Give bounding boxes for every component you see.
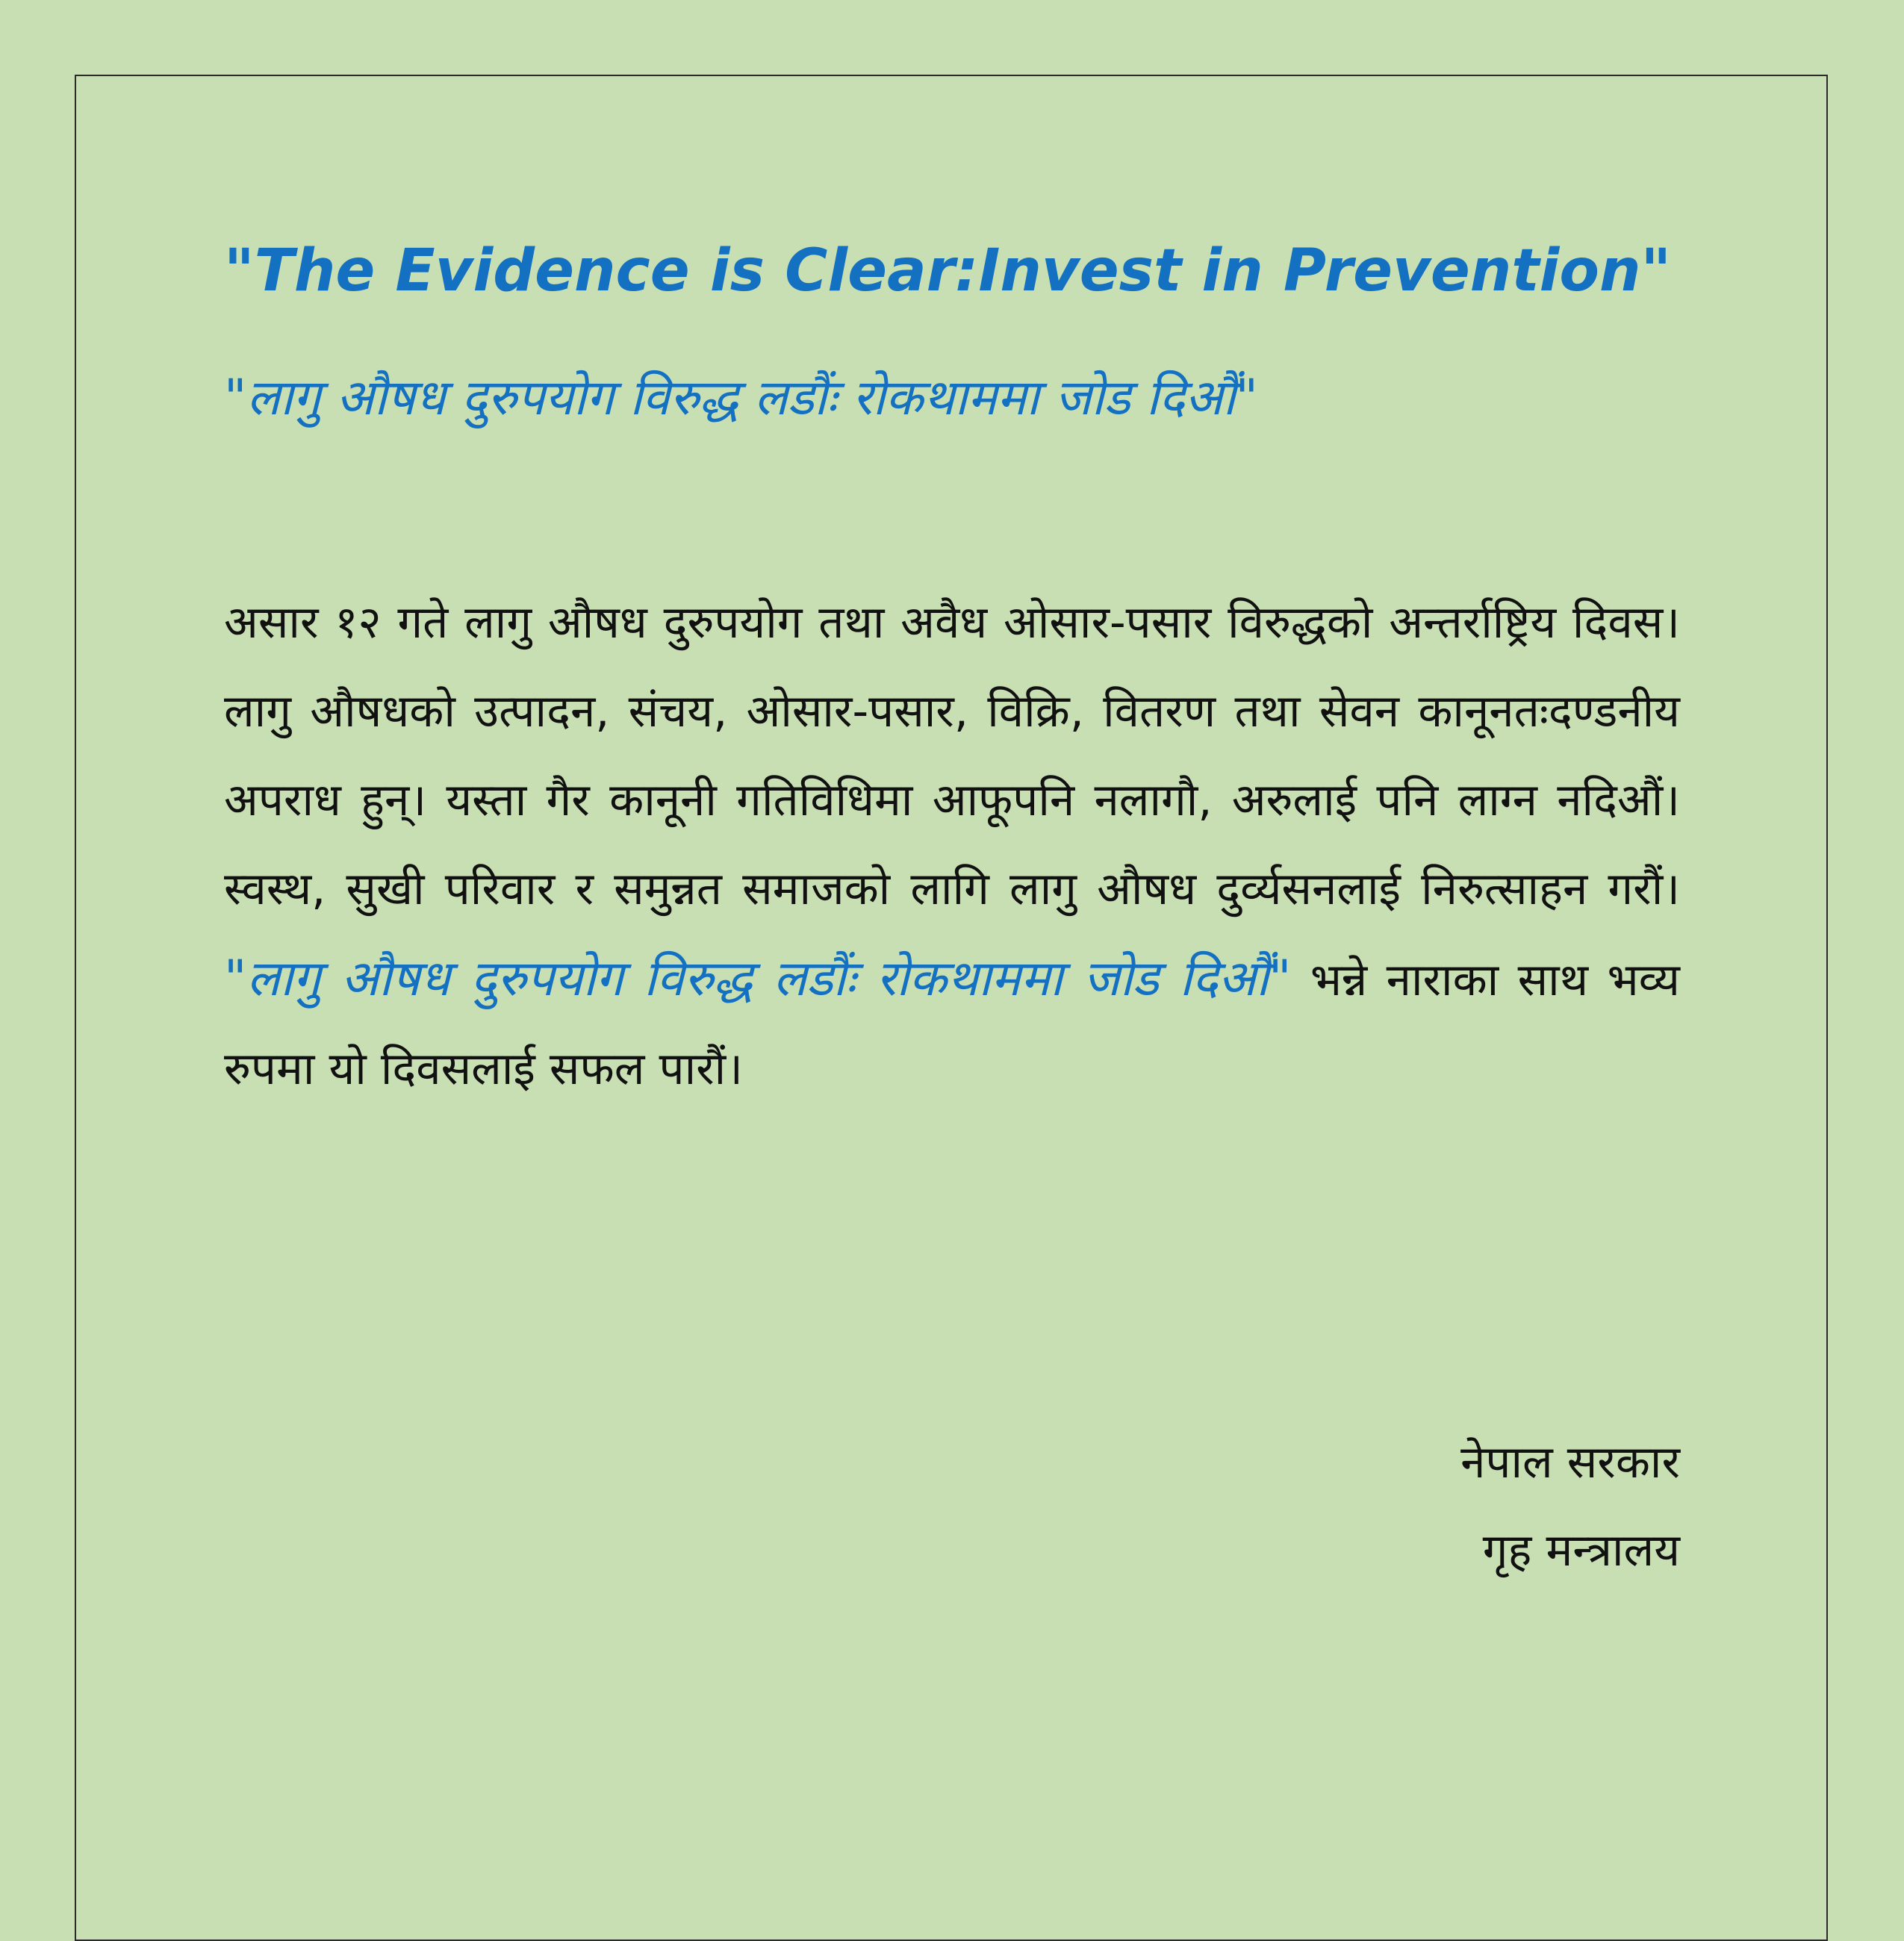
signature-government: नेपाल सरकार bbox=[1460, 1436, 1680, 1489]
english-title: "The Evidence is Clear:Invest in Prevention" bbox=[224, 237, 1672, 305]
body-slogan: "लागु औषध दुरुपयोग विरुद्ध लडौंः रोकथाममा जोड दिऔं" bbox=[224, 950, 1292, 1007]
signature-ministry: गृह मन्त्रालय bbox=[1482, 1524, 1680, 1577]
body-text-part2: भन्ने नाराका साथ भव्य रुपमा यो दिवसलाई सफल पारौं। bbox=[224, 954, 1680, 1095]
body-text-part1: असार १२ गते लागु औषध दुरुपयोग तथा अवैध ओसार-पसार विरुद्धको अन्तर्राष्ट्रिय दिवस। लागु औषधको उत्पादन, संचय, ओसार-पसार, विक्रि, वितरण तथा सेवन कानूनतःदण्डनीय अपराध हुन्। यस्ता गैर कानूनी गतिविधिमा आफूपनि नलागौ, अरुलाई पनि लाग्न नदिऔं। स्वस्थ, सुखी परिवार र समुन्नत समाजको लागि लागु औषध दुर्व्यसनलाई निरुत्साहन गरौं। bbox=[224, 596, 1680, 915]
body-paragraph bbox=[224, 579, 1680, 1114]
nepali-title: "लागु औषध दुरुपयोग विरुद्ध लडौंः रोकथाममा जोड दिऔं" bbox=[224, 369, 1258, 426]
signature-block bbox=[224, 1418, 1680, 1595]
